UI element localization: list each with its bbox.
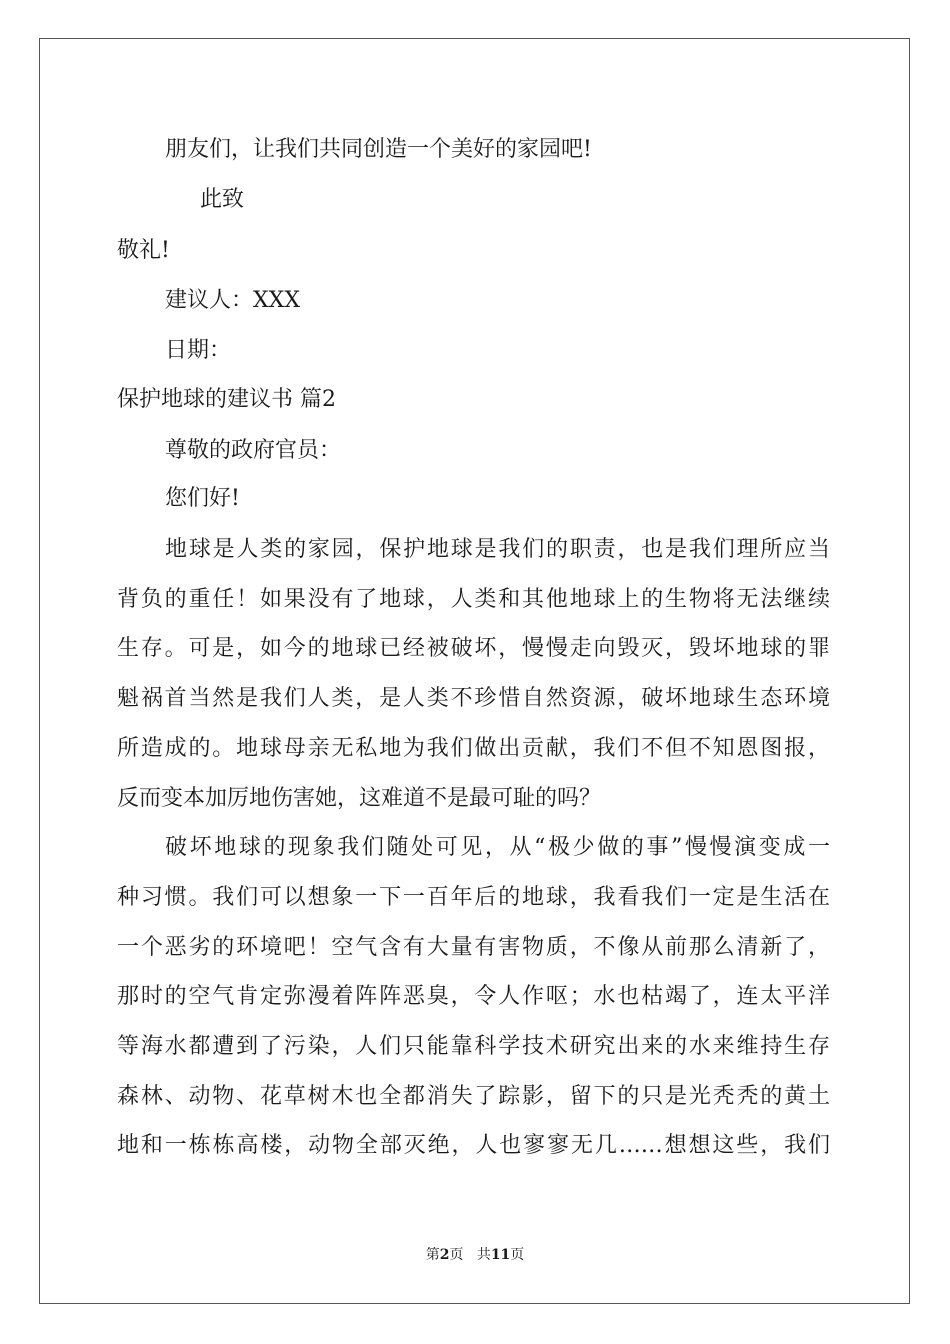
page-suffix: 页 xyxy=(449,1247,464,1263)
closing-line-3: 敬礼! xyxy=(117,238,170,263)
section-title: 保护地球的建议书 篇2 xyxy=(117,387,336,412)
paragraph-2-line: 破坏地球的现象我们随处可见，从“极少做的事”慢慢演变成一 xyxy=(165,835,830,860)
paragraph-1-line: 生存。可是，如今的地球已经被破坏，慢慢走向毁灭，毁坏地球的罪 xyxy=(117,636,830,661)
page-prefix: 第 xyxy=(425,1247,440,1263)
paragraph-1-line: 反而变本加厉地伤害她，这难道不是最可耻的吗？ xyxy=(117,786,602,811)
paragraph-1-line: 魁祸首当然是我们人类，是人类不珍惜自然资源，破坏地球生态环境 xyxy=(117,686,830,711)
total-pages: 11 xyxy=(490,1247,511,1263)
paragraph-2-line: 种习惯。我们可以想象一下一百年后的地球，我看我们一定是生活在 xyxy=(117,885,830,910)
closing-line-1: 朋友们，让我们共同创造一个美好的家园吧! xyxy=(165,137,592,162)
paragraph-1-line: 所造成的。地球母亲无私地为我们做出贡献，我们不但不知恩图报， xyxy=(117,736,830,761)
closing-line-2: 此致 xyxy=(200,187,245,212)
page-footer xyxy=(0,1245,950,1265)
paragraph-1-line: 背负的重任！如果没有了地球，人类和其他地球上的生物将无法继续 xyxy=(117,587,830,612)
paragraph-2-line: 等海水都遭到了污染，人们只能靠科学技术研究出来的水来维持生存 xyxy=(117,1034,830,1059)
greeting: 您们好! xyxy=(165,486,240,511)
total-suffix: 页 xyxy=(510,1247,525,1263)
paragraph-2-line: 地和一栋栋高楼，动物全部灭绝，人也寥寥无几……想想这些，我们 xyxy=(117,1133,830,1158)
paragraph-2-line: 那时的空气肯定弥漫着阵阵恶臭，令人作呕；水也枯竭了，连太平洋 xyxy=(117,984,830,1009)
salutation: 尊敬的政府官员： xyxy=(165,438,342,463)
paragraph-2-line: 一个恶劣的环境吧！空气含有大量有害物质，不像从前那么清新了， xyxy=(117,935,830,960)
page-number: 2 xyxy=(439,1247,450,1263)
signer-line: 建议人：XXX xyxy=(165,288,300,313)
paragraph-1-line: 地球是人类的家园，保护地球是我们的职责，也是我们理所应当 xyxy=(165,537,830,562)
paragraph-2-line: 森林、动物、花草树木也全都消失了踪影，留下的只是光秃秃的黄土 xyxy=(117,1084,830,1109)
total-prefix: 共 xyxy=(476,1247,491,1263)
date-line: 日期： xyxy=(165,338,232,363)
page-border xyxy=(39,38,910,1304)
